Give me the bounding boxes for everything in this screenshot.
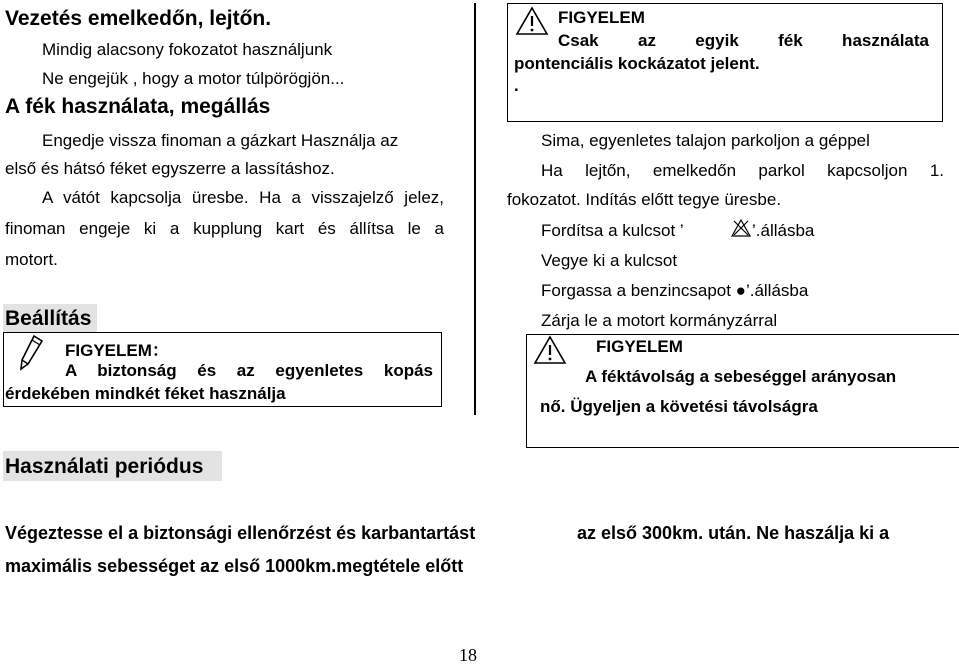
warning-text: A biztonság és az egyenletes kopás [65,361,433,380]
warning-title: FIGYELEM： [65,341,169,360]
text-line: Fordítsa a kulcsot ’ [541,221,684,240]
warning-text: pontenciális kockázatot jelent. [514,54,760,73]
text-line: Mindig alacsony fokozatot használjunk [42,40,333,59]
text-line: Vegye ki a kulcsot [541,251,678,270]
text-line: első és hátsó féket egyszerre a lassításhoz. [5,159,335,178]
text-line: maximális sebességet az első 1000km.megtétele előtt [5,556,464,576]
page-number: 18 [459,645,477,665]
warning-text: A féktávolság a sebeséggel arányosan [585,367,897,386]
text-line: fokozatot. Indítás előtt tegye üresbe. [507,190,782,209]
text-line: ’.állásba [752,221,815,240]
heading-brake-use: A fék használata, megállás [5,95,271,118]
heading-climb-descent: Vezetés emelkedőn, lejtőn. [5,7,272,30]
text-line: motort. [5,250,58,269]
ignition-off-icon [730,218,752,238]
warning-triangle-icon [533,335,567,365]
text-line: Ha lejtőn, emelkedőn parkol kapcsoljon 1. [541,161,944,180]
column-divider [474,3,476,415]
heading-adjustment: Beállítás [5,307,92,330]
warning-text: Csak az egyik fék használata [558,31,929,50]
text-line: Sima, egyenletes talajon parkoljon a géppel [541,131,870,150]
text-line: Zárja le a motort kormányzárral [541,311,778,330]
text-line: az első 300km. után. Ne haszálja ki a [577,523,890,543]
warning-box-right-bottom [526,334,959,448]
text-line: Engedje vissza finoman a gázkart Használja az [42,131,399,150]
text-line: Forgassa a benzincsapot ●’.állásba [541,281,809,300]
text-line: Ne engejük , hogy a motor túlpörögjön... [42,69,345,88]
warning-title: FIGYELEM [558,8,645,27]
text-line: A vátót kapcsolja üresbe. Ha a visszajelző jelez, [42,188,444,207]
warning-text: nő. Ügyeljen a követési távolságra [540,397,818,416]
warning-text: érdekében mindkét féket használja [5,384,286,403]
warning-title: FIGYELEM [596,337,683,356]
warning-text: . [514,76,519,95]
text-line: finoman engeje ki a kupplung kart és állítsa le a [5,219,444,238]
pencil-icon [18,334,44,372]
text-line: Végeztesse el a biztonsági ellenőrzést és karbantartást [5,523,476,543]
warning-triangle-icon [515,6,549,36]
heading-usage-period: Használati periódus [5,455,204,478]
